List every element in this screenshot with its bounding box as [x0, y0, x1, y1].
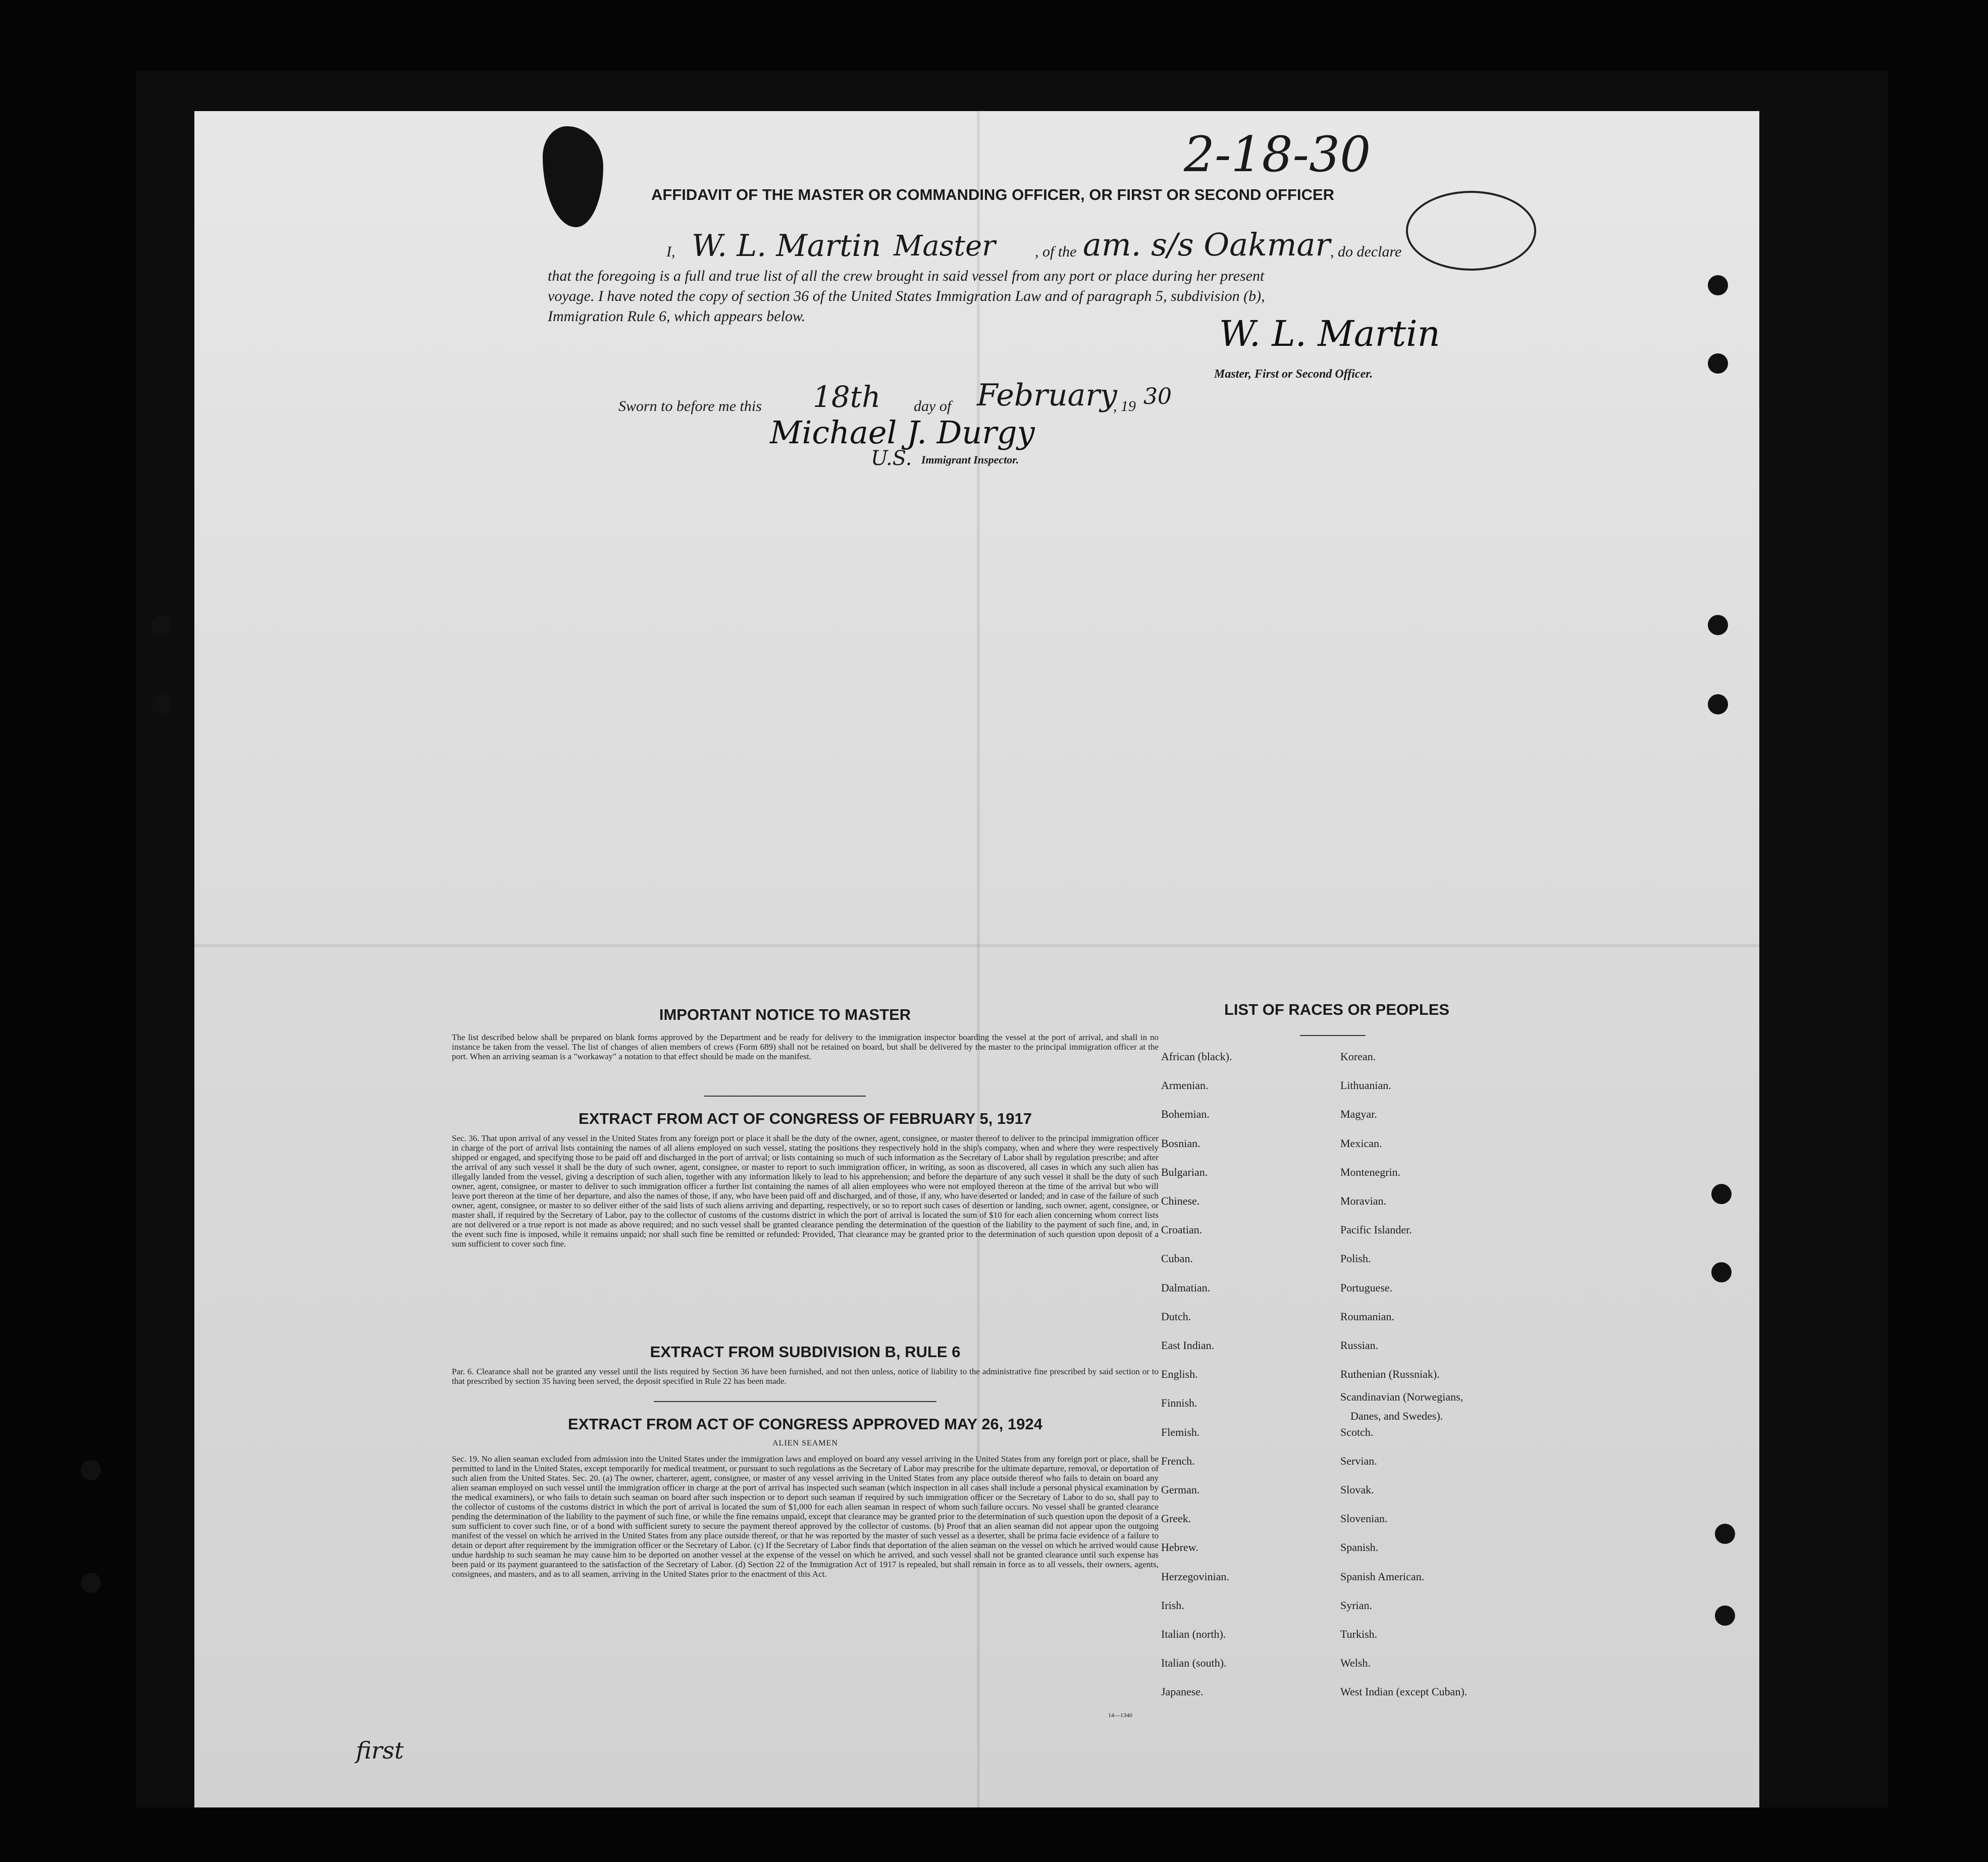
race-item: Greek. [1161, 1512, 1191, 1525]
race-item: English. [1161, 1368, 1198, 1381]
binder-hole [1708, 615, 1728, 635]
extract3-subheading: ALIEN SEAMEN [772, 1439, 838, 1447]
binder-hole [1708, 275, 1728, 295]
extract2-body: Par. 6. Clearance shall not be granted any vessel until the lists required by Section 36 have been furnished, and not then unless, notice of liability to the administrative fine prescribed by said section or to that prescribed by section 35 having been served, the deposit specified in Rule 22 has been made. [452, 1367, 1159, 1386]
sworn-day: 18th [813, 380, 881, 414]
race-item: Servian. [1340, 1454, 1377, 1467]
race-item: Welsh. [1340, 1657, 1371, 1670]
race-item: Herzegovinian. [1161, 1570, 1229, 1583]
race-item: Slovak. [1340, 1483, 1374, 1496]
race-item: East Indian. [1161, 1339, 1215, 1352]
race-item: Turkish. [1340, 1628, 1378, 1640]
race-item: Magyar. [1340, 1108, 1377, 1121]
race-item: Finnish. [1161, 1396, 1197, 1410]
extract1-body: Sec. 36. That upon arrival of any vessel in the United States from any foreign port or place it shall be the duty of the owner, agent, consignee, or master thereof to deliver to the principal immigration officer in charge of the port of arrival lists containing the names of all aliens employed on such vessel, stating the positions they respectively hold in the ship's company, when and where they were respectively shipped or engaged, and specifying those to be paid off and discharged in the port of arrival; or lists containing so much of such information as the Secretary of Labor shall by regulation prescribe; and after the arrival of any such vessel it shall be the duty of such owner, agent, consignee, or master to report to such immigration officer, in writing, as soon as discovered, all cases in which any such alien has illegally landed from the vessel, giving a description of such alien, together with any information likely to lead to his apprehension; and before the departure of any such vessel it shall be the duty of such owner, agent, consignee, or master to deliver to such immigration officer a further list containing the names of all alien employees who were not employed thereon at the time of the arrival but who will leave port thereon at the time of her departure, and also the names of those, if any, who have been paid off and discharged, and of those, if any, who have deserted or landed; and in case of the failure of such owner, agent, consignee, or master to so deliver either of the said lists of such aliens arriving and departing, respectively, or so to report such cases of desertion or landing, such owner, agent, consignee, or master shall, if required by the Secretary of Labor, pay to the collector of customs of the customs district in which the port of arrival is located the sum of $10 for each alien concerning whom correct lists are not delivered or a true report is not made as above required; and no such vessel shall be granted clearance pending the determination of the question of the liability to the payment of such fine, and, in the event such fine is imposed, while it remains unpaid; nor shall such fine be remitted or refunded: Provided, That clearance may be granted prior to the determination of such question upon deposit of a sum sufficient to cover such fine. [452, 1133, 1159, 1249]
races-rule [1300, 1035, 1366, 1036]
race-item: Lithuanian. [1340, 1079, 1391, 1092]
extract2-heading: EXTRACT FROM SUBDIVISION B, RULE 6 [650, 1343, 961, 1361]
binder-hole [151, 694, 172, 714]
affidavit-line-4: Immigration Rule 6, which appears below. [548, 308, 806, 325]
race-item: Korean. [1340, 1050, 1376, 1063]
document-page [194, 111, 1759, 1807]
inspector-prefix: U.S. [871, 447, 912, 470]
race-item: Hebrew. [1161, 1541, 1198, 1554]
race-item: Cuban. [1161, 1252, 1193, 1265]
of-the-label: , of the [1035, 243, 1077, 260]
form-number: 14—1340 [1108, 1712, 1132, 1719]
notice-rule [704, 1096, 866, 1097]
race-item: Japanese. [1161, 1685, 1204, 1698]
race-item: Bosnian. [1161, 1136, 1200, 1150]
affidavit-title: AFFIDAVIT OF THE MASTER OR COMMANDING OFFICER, OR FIRST OR SECOND OFFICER [651, 186, 1335, 203]
race-item: Syrian. [1340, 1598, 1372, 1612]
binder-hole [1708, 694, 1728, 714]
race-item: French. [1161, 1454, 1195, 1467]
fold-line-horizontal [194, 944, 1759, 947]
day-of-label: day of [914, 398, 952, 415]
sworn-month: February [977, 378, 1117, 413]
binder-hole [81, 1573, 101, 1593]
race-item: Mexican. [1340, 1136, 1382, 1150]
races-heading: LIST OF RACES OR PEOPLES [1224, 1001, 1450, 1018]
extract1-heading: EXTRACT FROM ACT OF CONGRESS OF FEBRUARY 5, 1917 [579, 1110, 1032, 1127]
race-item: Dutch. [1161, 1310, 1191, 1323]
binder-hole [151, 615, 172, 635]
race-item: Slovenian. [1340, 1512, 1388, 1525]
race-item: Dalmatian. [1161, 1281, 1211, 1294]
race-item: West Indian (except Cuban). [1340, 1685, 1468, 1698]
master-title: Master [894, 230, 996, 263]
notice-body: The list described below shall be prepared on blank forms approved by the Department and be ready for delivery to the immigration inspector boarding the vessel at the port of arrival, and shall in no instance be taken from the vessel. The list of changes of alien members of crews (Form 689) shall not be retained on board, but shall be delivered by the master to the principal immigration officer at the port. When an arriving seaman is a "workaway" a notation to that effect should be made on the manifest. [452, 1032, 1159, 1061]
race-item: Russian. [1340, 1339, 1379, 1352]
race-item: German. [1161, 1483, 1200, 1496]
extract3-heading: EXTRACT FROM ACT OF CONGRESS APPROVED MAY 26, 1924 [568, 1415, 1042, 1433]
race-item: Moravian. [1340, 1195, 1387, 1207]
notice-heading: IMPORTANT NOTICE TO MASTER [659, 1006, 911, 1023]
master-name: W. L. Martin [692, 228, 881, 264]
master-signature: W. L. Martin [1219, 313, 1440, 354]
race-item: Armenian. [1161, 1079, 1209, 1092]
binder-hole [1708, 353, 1728, 374]
race-item: Irish. [1161, 1598, 1184, 1612]
race-item: Italian (north). [1161, 1628, 1226, 1640]
binder-hole [1715, 1524, 1735, 1544]
extract2-rule [654, 1401, 936, 1402]
binder-hole [1711, 1184, 1732, 1204]
binder-hole [1711, 1262, 1732, 1282]
race-item: Spanish American. [1340, 1570, 1425, 1583]
race-item: Bulgarian. [1161, 1165, 1208, 1178]
race-item: Italian (south). [1161, 1657, 1227, 1670]
year-suffix: 30 [1143, 384, 1172, 409]
vessel-name: am. s/s Oakmar [1083, 226, 1331, 263]
race-item: Chinese. [1161, 1195, 1200, 1207]
race-item: Portuguese. [1340, 1281, 1393, 1294]
race-item: Scandinavian (Norwegians, [1340, 1390, 1463, 1404]
race-item: Flemish. [1161, 1425, 1200, 1438]
race-item: Polish. [1340, 1252, 1371, 1265]
do-declare-label: , do declare [1330, 243, 1402, 260]
year-prefix: , 19 [1113, 398, 1136, 415]
sworn-label: Sworn to before me this [618, 398, 762, 415]
extract3-body: Sec. 19. No alien seaman excluded from admission into the United States under the immigration laws and employed on board any vessel arriving in the United States from any foreign port or place, shall be permitted to land in the United States, except temporarily for medical treatment, or pursuant to such regulations as the Secretary of Labor may prescribe for the ultimate departure, removal, or deportation of such alien from the United States. Sec. 20. (a) The owner, charterer, agent, consignee, or master of any vessel arriving in the United States from any place outside thereof who fails to detain on board any alien seaman employed on such vessel until the immigration officer in charge at the port of arrival has inspected such seaman (which inspection in all cases shall include a personal physical examination by the medical examiners), or who fails to detain such seaman on board after such inspection or to deport such seaman if required by such immigration officer or the Secretary of Labor to do so, shall pay to the collector of customs of the customs district in which the port of arrival is located the sum of $1,000 for each alien seaman in respect of whom such failure occurs. No vessel shall be granted clearance pending the determination of the liability to the payment of such fine, or while the fine remains unpaid, except that clearance may be granted prior to the determination of such question upon the deposit of a sum sufficient to cover such fine, or of a bond with sufficient surety to secure the payment thereof approved by the collector of customs. (b) Proof that an alien seaman did not appear upon the outgoing manifest of the vessel on which he arrived in the United States from any place outside thereof, or that he was reported by the master of such vessel as a deserter, shall be prima facie evidence of a failure to detain or deport after requirement by the immigration officer or the Secretary of Labor. (c) If the Secretary of Labor finds that deportation of the alien seaman on the vessel on which he arrived would cause undue hardship to such seaman he may cause him to be deported on another vessel at the expense of the vessel on which he arrived, and such vessel shall not be granted clearance until such expense has been paid or its payment guaranteed to the satisfaction of the Secretary of Labor. (d) Section 22 of the Immigration Act of 1917 is repealed, but shall remain in force as to all vessels, their owners, agents, consignees, and masters, and as to all seamen, arriving in the United States prior to the enactment of this Act. [452, 1454, 1159, 1579]
race-item: Ruthenian (Russniak). [1340, 1368, 1440, 1381]
master-signature-caption: Master, First or Second Officer. [1214, 368, 1373, 381]
race-item: African (black). [1161, 1050, 1232, 1063]
race-item: Scotch. [1340, 1425, 1374, 1438]
inspector-signature: Michael J. Durgy [770, 414, 1035, 451]
race-item: Danes, and Swedes). [1350, 1410, 1443, 1423]
ink-blot [543, 126, 603, 227]
binder-hole [81, 1460, 101, 1480]
race-item: Spanish. [1340, 1541, 1379, 1554]
race-item: Roumanian. [1340, 1310, 1394, 1323]
affidavit-line-3: voyage. I have noted the copy of section 36 of the United States Immigration Law and of paragraph 5, subdivision (b), [548, 288, 1265, 304]
race-item: Croatian. [1161, 1223, 1202, 1236]
affidavit-i-label: I, [666, 243, 675, 260]
vessel-name-circle [1406, 191, 1536, 271]
race-item: Bohemian. [1161, 1108, 1210, 1121]
handwritten-date: 2-18-30 [1184, 126, 1371, 183]
race-item: Pacific Islander. [1340, 1223, 1412, 1236]
affidavit-line-2: that the foregoing is a full and true list of all the crew brought in said vessel from any port or place during her present [548, 268, 1265, 284]
inspector-caption: Immigrant Inspector. [921, 453, 1019, 466]
race-item: Montenegrin. [1340, 1165, 1401, 1178]
binder-hole [1715, 1606, 1735, 1626]
handwritten-note: first [356, 1737, 404, 1764]
